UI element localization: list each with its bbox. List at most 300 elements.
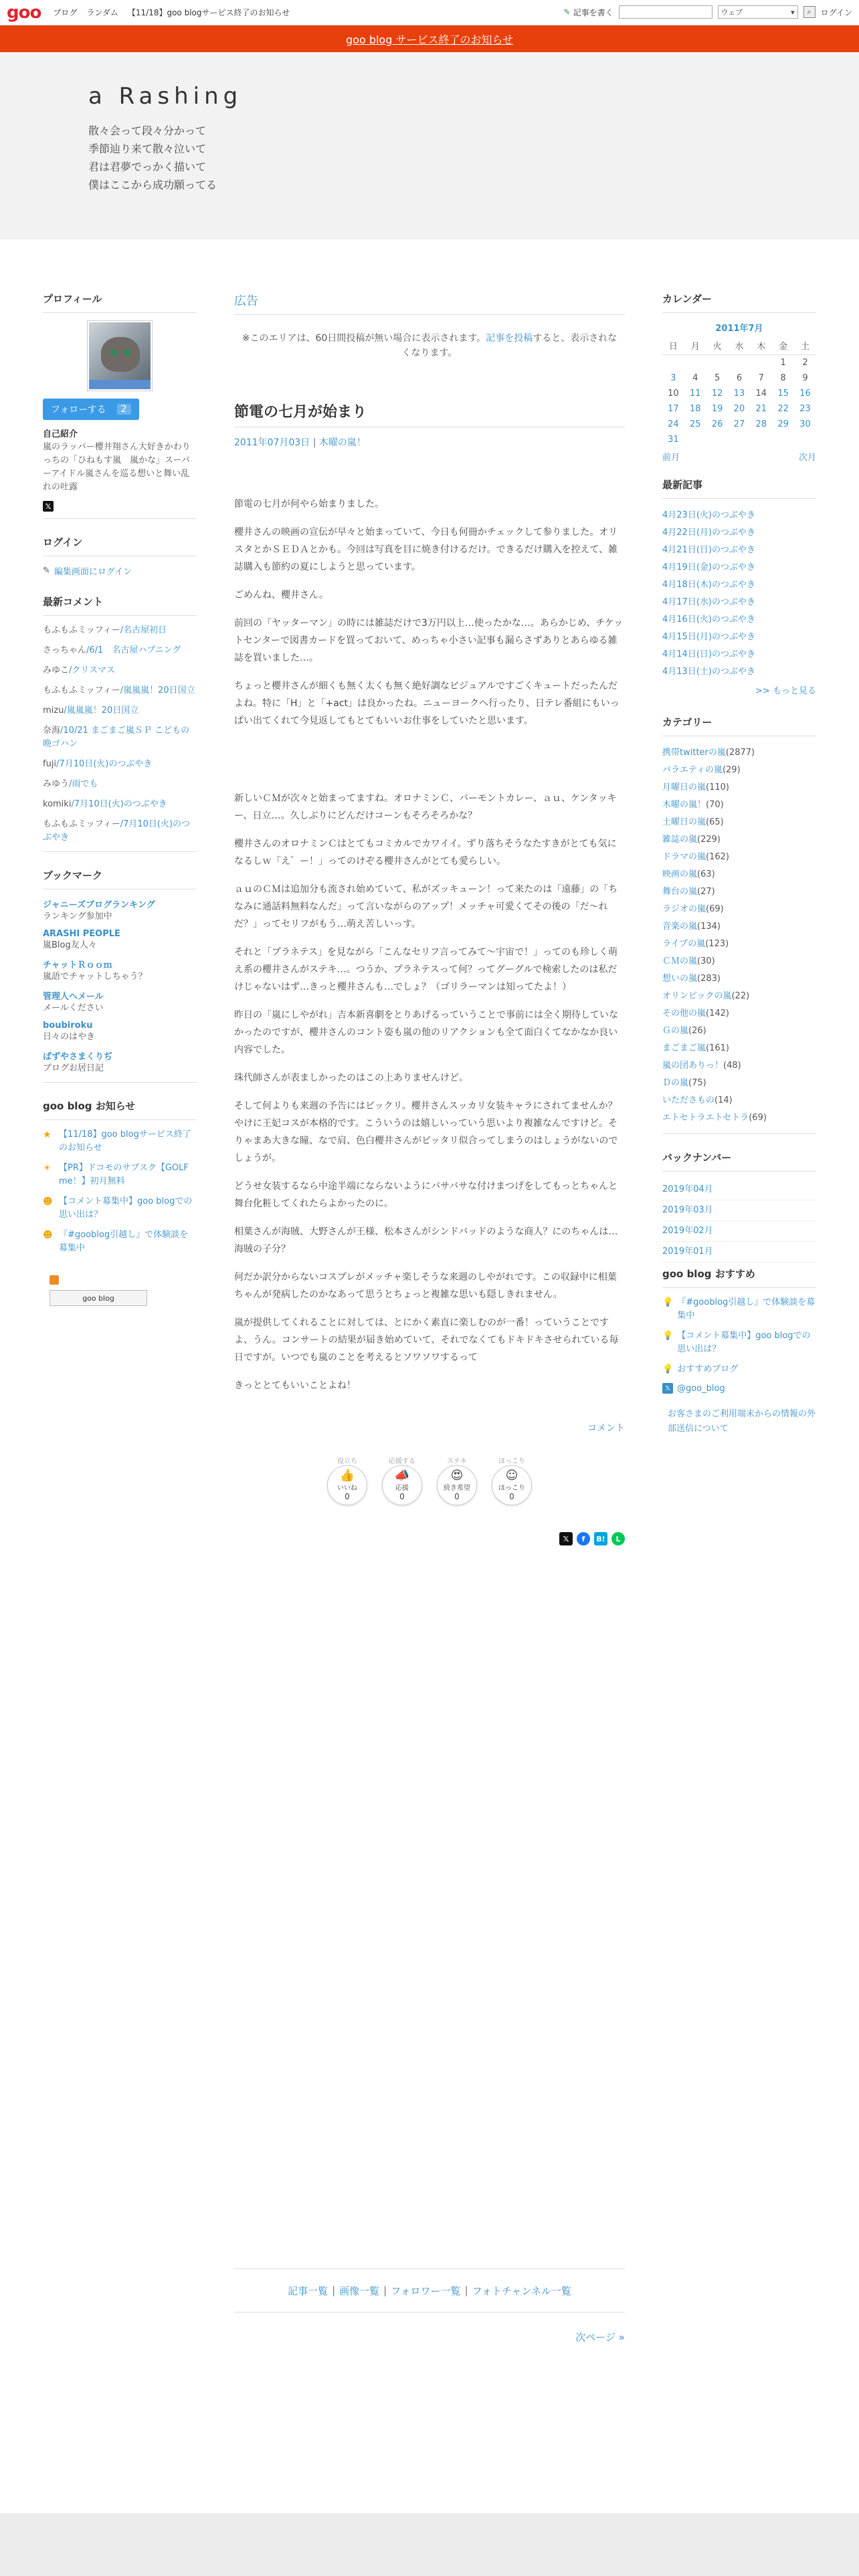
comment-item: [43, 818, 197, 845]
service-end-notice-link[interactable]: goo blog サービス終了のお知らせ: [346, 33, 513, 46]
category-name: ＣＭの嵐: [662, 956, 698, 966]
post-paragraph: 新しいＣＭが次々と始まってますね。オロナミンＣ、バーモントカレー、ａｕ、ケンタッキー、日立…。久しぶりにどんだけコーンもそろそろかな？: [234, 793, 617, 821]
write-article-link[interactable]: [564, 7, 613, 18]
calendar-day[interactable]: 28: [755, 419, 767, 429]
rss-icon[interactable]: [50, 1275, 59, 1285]
post-paragraph: 嵐が提供してくれることに対しては、とにかく素直に楽しむのが一番！っていうことですよ、うん。コンサートの結果が届き始めていて、それでなくてもドキドキさせられている毎日ですが。いつでも嵐のことを考えるとソワソワするって: [234, 1317, 619, 1363]
recommend-label: 『#gooblog引越し』で体験談を募集中: [677, 1297, 816, 1321]
category-item[interactable]: [662, 1109, 816, 1127]
comment-item: [43, 704, 197, 718]
comment-article-link[interactable]: /嵐嵐嵐！20日国立: [64, 706, 139, 716]
post-paragraph: ａｕのＣＭは追加分も流され始めていて、私がズッキューン！って来たのは「遠藤」の「ちなみに通話料無料なんだ」って言いながらのアップ！メッチャ可愛くてその後の「だ～れだ？」ってセリフがもう…萌え苦しいっす。: [234, 884, 618, 930]
goo-notice-item[interactable]: [43, 1228, 197, 1255]
post-article-link[interactable]: 記事を投稿: [486, 333, 533, 344]
calendar-empty-cell: [706, 432, 729, 447]
service-end-notice: [0, 25, 859, 52]
blog-description-line: 君は君夢でっかく描いて: [88, 160, 207, 173]
bookmark-link[interactable]: ARASHI PEOPLE: [43, 929, 120, 939]
write-article-label: 記事を書く: [573, 7, 613, 17]
bookmark-desc: 日々のはやき: [43, 1032, 96, 1042]
category-name: バラエティの嵐: [662, 765, 723, 775]
calendar-day[interactable]: 11: [689, 389, 701, 399]
calendar-day[interactable]: 18: [689, 404, 701, 414]
footer-link-photo-channels[interactable]: フォトチャンネル一覧: [472, 2284, 571, 2297]
post-paragraph: 珠代師さんが表ましかったのはこの上ありませんけど。: [234, 1073, 468, 1083]
pencil-icon: ✎: [43, 566, 50, 576]
comment-item: [43, 758, 197, 771]
bookmark-link[interactable]: チャットＲｏｏｍ: [43, 960, 112, 970]
goo-notice-label: 【コメント募集中】goo blogでの思い出は？: [59, 1196, 193, 1220]
backnumber-link[interactable]: 2019年01月: [662, 1242, 816, 1263]
follow-label: フォローする: [51, 405, 106, 415]
category-count: (283): [697, 974, 721, 984]
reaction-icon: 😍: [450, 1468, 464, 1483]
reaction-button[interactable]: [492, 1458, 532, 1505]
category-count: (161): [706, 1043, 729, 1053]
top-bar: [0, 0, 859, 25]
category-name: エトセトラエトセトラ: [662, 1113, 749, 1123]
x-icon: 𝕏: [662, 1383, 673, 1394]
post-body: [234, 496, 625, 1394]
calendar-empty-cell: [772, 432, 794, 447]
bookmark-desc: ブログお居日記: [43, 1063, 104, 1073]
bookmark-link[interactable]: boubiroku: [43, 1021, 93, 1031]
external-transmission-link[interactable]: お客さまのご利用端末からの情報の外部送信について: [668, 1409, 816, 1434]
post-meta: [234, 435, 625, 449]
comment-article-link[interactable]: /嵐嵐嵐！20日国立: [120, 685, 195, 695]
calendar-prev-link[interactable]: 前月: [662, 453, 680, 463]
comment-article-link[interactable]: /名古屋初日: [120, 625, 167, 635]
login-link[interactable]: ログイン: [820, 7, 852, 17]
comment-article-link[interactable]: /クリスマス: [69, 665, 115, 675]
reaction-count: 0: [399, 1491, 405, 1501]
reaction-button[interactable]: [327, 1458, 367, 1505]
comment-item: [43, 624, 197, 637]
post-paragraph: きっととてもいいことよね！: [234, 1380, 356, 1391]
category-name: ラジオの嵐: [662, 904, 706, 914]
backnumber-heading: バックナンバー: [662, 1150, 816, 1172]
recommend-label: 【コメント募集中】goo blogでの思い出は？: [677, 1331, 811, 1354]
comment-article-link[interactable]: /6/1 名古屋ハプニング: [86, 645, 181, 655]
self-intro-heading: 自己紹介: [43, 429, 78, 439]
reaction-button[interactable]: [437, 1458, 477, 1505]
calendar-day[interactable]: 15: [777, 389, 789, 399]
post-paragraph: 櫻井さんのオロナミンＣはとてもコミカルでカワイイ。ずり落ちそうなたすきがとても気になるしｗ「え゛ー！」ってのけぞる櫻井さんがとても愛らしい。: [234, 839, 617, 867]
category-list: [662, 744, 816, 1127]
calendar-day[interactable]: 29: [777, 419, 789, 429]
reaction-label: 応援: [395, 1484, 409, 1492]
category-count: (70): [706, 800, 724, 810]
calendar-next-link[interactable]: 次月: [798, 453, 816, 463]
comment-author: さっちゃん: [43, 645, 87, 655]
category-name: 嵐の団ありっ！: [662, 1061, 724, 1071]
recent-article-link[interactable]: 4月18日(木)のつぶやき: [662, 580, 755, 590]
comment-item: [43, 664, 197, 677]
calendar-weekday: 火: [706, 336, 729, 355]
search-scope-value: ウェブ: [721, 8, 743, 17]
goo-blog-badge-label: goo blog: [82, 1293, 114, 1303]
category-name: その他の嵐: [662, 1008, 706, 1018]
calendar-day: 1: [780, 358, 786, 368]
reaction-button[interactable]: [382, 1458, 422, 1505]
bookmark-desc: ランキング参加中: [43, 911, 112, 922]
bookmark-desc: メールください: [43, 1003, 104, 1013]
calendar-day[interactable]: 12: [711, 389, 723, 399]
calendar-weekday: 日: [662, 336, 684, 355]
recommend-heading: goo blog おすすめ: [662, 1267, 816, 1288]
post-paragraph: それと「プラネテス」を見ながら「こんなセリフ言ってみて～宇宙で！」ってのも珍しく萌え系の櫻井さんがステキ…。つうか、プラネテスって何？ってグーグルで検索したのは私だけじゃないはず…きっと櫻井さんも…でしょ？（ゴリラーマンは知ってたよ！）: [234, 947, 618, 992]
comment-article-link[interactable]: /7月10日(火)のつぶやき: [43, 819, 191, 843]
category-item[interactable]: [662, 762, 816, 779]
reaction-count: 0: [509, 1491, 514, 1501]
footer-separator: |: [464, 2284, 468, 2296]
calendar-day: 6: [736, 373, 743, 383]
category-item[interactable]: [662, 1040, 816, 1057]
follow-button[interactable]: [43, 399, 139, 420]
reaction-icon: 👍: [339, 1468, 355, 1483]
post-paragraph: どうせ女装するなら中途半端にならないようにバサバサな付けまつげをしてもっとちゃんと舞台化粧してくれたらよかったのに。: [234, 1181, 618, 1209]
category-item[interactable]: [662, 744, 816, 762]
more-articles-link[interactable]: >> もっと見る: [755, 686, 816, 696]
goo-notice-item[interactable]: [43, 1195, 197, 1222]
category-item[interactable]: [662, 831, 816, 849]
calendar-empty-cell: [662, 355, 684, 371]
hatena-share-icon[interactable]: B!: [594, 1532, 607, 1545]
goo-blog-x-label: @goo_blog: [677, 1383, 725, 1394]
bookmarks-heading: ブックマーク: [43, 868, 197, 889]
reaction-label: 続き希望: [444, 1484, 470, 1492]
goo-blog-badge[interactable]: [50, 1290, 147, 1306]
page-footer-bar: [0, 2513, 859, 2576]
category-name: 木曜の嵐！: [662, 800, 706, 810]
category-count: (26): [688, 1026, 706, 1036]
notice-icon: ☀: [43, 1163, 52, 1174]
recent-comments-heading: 最新コメント: [43, 595, 197, 616]
post-paragraph: ごめんね、櫻井さん。: [234, 590, 328, 601]
comment-article-link[interactable]: /10/21 まごまご嵐ＳＰ こどもの晩ゴハン: [43, 726, 190, 749]
calendar-empty-cell: [750, 355, 772, 371]
goo-notice-heading: goo blog お知らせ: [43, 1099, 197, 1120]
recommend-item[interactable]: [662, 1329, 816, 1356]
category-item[interactable]: [662, 866, 816, 883]
comment-item: [43, 684, 197, 697]
comment-item: [43, 724, 197, 751]
notice-icon: ★: [43, 1130, 52, 1140]
recommend-list: [662, 1296, 816, 1376]
login-heading: ログイン: [43, 535, 197, 556]
post-paragraph: 節電の七月が何やら始まりました。: [234, 499, 384, 510]
calendar-empty-cell: [684, 432, 706, 447]
comment-item: [43, 644, 197, 657]
category-count: (229): [697, 835, 721, 845]
lightbulb-icon: 💡: [662, 1364, 674, 1374]
reaction-buttons: [234, 1458, 625, 1505]
footer-separator: |: [383, 2284, 387, 2296]
post-paragraph: 相葉さんが海賊、大野さんが王様、松本さんがシンドバッドのような商人？にのちゃんは…海賊の子分？: [234, 1226, 618, 1255]
category-item[interactable]: [662, 814, 816, 831]
goo-notice-list: [43, 1128, 197, 1255]
category-item[interactable]: [662, 883, 816, 901]
calendar-heading: カレンダー: [662, 292, 816, 313]
pencil-icon: ✎: [563, 7, 571, 17]
calendar-empty-cell: [794, 432, 816, 447]
recent-article-link[interactable]: 4月16日(火)のつぶやき: [662, 615, 755, 625]
category-item[interactable]: [662, 918, 816, 936]
blog-description-line: 季節辿り来て散々泣いて: [88, 142, 207, 155]
calendar-table: [662, 336, 816, 447]
calendar-day[interactable]: 31: [668, 435, 679, 445]
blog-title[interactable]: a Rashing: [88, 83, 243, 110]
category-count: (110): [706, 782, 729, 792]
category-item[interactable]: [662, 901, 816, 918]
top-nav: [53, 7, 290, 18]
category-name: まごまご嵐: [662, 1043, 706, 1053]
category-item[interactable]: [662, 970, 816, 988]
backnumber-list[interactable]: [662, 1180, 816, 1257]
category-count: (63): [697, 869, 715, 879]
post-paragraph: 櫻井さんの映画の宣伝が早々と始まっていて、今日も何冊かチェックして参りました。オリスタとかＳＥＤＡとかも。今回は写真を目に焼き付けるだけ。できるだけ購入を控えて、雑誌購入も節約の夏にしようと思っています。: [234, 527, 618, 572]
calendar-day[interactable]: 16: [799, 389, 811, 399]
category-count: (134): [697, 922, 721, 932]
reaction-label: いいね: [337, 1484, 357, 1492]
notice-icon: ☻: [43, 1196, 53, 1207]
reaction-label: ほっこり: [498, 1484, 525, 1492]
editor-login-label: 編集画面にログイン: [54, 567, 132, 577]
category-item[interactable]: [662, 1057, 816, 1075]
comment-article-link[interactable]: /7月10日(火)のつぶやき: [71, 799, 167, 809]
top-right-tools: [564, 5, 852, 19]
calendar-weekday: 木: [750, 336, 772, 355]
goo-notice-label: 『#gooblog引越し』で体験談を募集中: [59, 1230, 189, 1253]
comment-article-link[interactable]: /雨でも: [69, 779, 98, 789]
post-category[interactable]: 木曜の嵐！: [318, 437, 366, 448]
calendar-day[interactable]: 25: [689, 419, 701, 429]
backnumber-link[interactable]: 2019年03月: [662, 1200, 816, 1221]
category-name: 音楽の嵐: [662, 922, 698, 932]
calendar-day[interactable]: 13: [733, 389, 745, 399]
bookmark-desc: 嵐Blog友人々: [43, 940, 97, 950]
category-item[interactable]: [662, 936, 816, 953]
notice-icon: ☻: [43, 1230, 53, 1241]
calendar-day[interactable]: 19: [711, 404, 723, 414]
comment-author: fuji: [43, 759, 57, 769]
category-item[interactable]: [662, 988, 816, 1005]
reaction-count: 0: [454, 1491, 460, 1501]
meta-separator: |: [312, 437, 319, 448]
share-buttons: [234, 1532, 625, 1545]
bookmark-desc: 嵐語でチャットしちゃう？: [43, 972, 147, 982]
recommend-item[interactable]: [662, 1296, 816, 1323]
ad-text-post: すると、表示されなくなります。: [401, 333, 617, 358]
recent-article-link[interactable]: 4月23日(火)のつぶやき: [662, 510, 755, 520]
category-count: (30): [697, 956, 715, 966]
goo-notice-item[interactable]: [43, 1128, 197, 1155]
recent-article-link[interactable]: 4月13日(土)のつぶやき: [662, 667, 755, 677]
x-share-icon[interactable]: 𝕏: [43, 501, 54, 512]
category-item[interactable]: [662, 1075, 816, 1092]
editor-login-link[interactable]: [43, 564, 197, 577]
calendar-weekday: 水: [729, 336, 751, 355]
top-nav-blog[interactable]: ブログ: [53, 8, 78, 17]
footer-links: [234, 2268, 625, 2313]
blog-description-line: 僕はここから成功願ってる: [88, 179, 217, 191]
recent-article-link[interactable]: 4月17日(水)のつぶやき: [662, 597, 755, 607]
next-page-link[interactable]: 次ページ »: [575, 2331, 625, 2343]
category-count: (48): [723, 1061, 741, 1071]
calendar-day[interactable]: 24: [668, 419, 679, 429]
top-nav-random[interactable]: ランダム: [86, 8, 118, 17]
calendar-day[interactable]: 21: [755, 404, 767, 414]
goo-notice-item[interactable]: [43, 1162, 197, 1188]
category-name: 土曜日の嵐: [662, 817, 706, 827]
search-scope-select[interactable]: [718, 5, 798, 19]
category-name: 携帯twitterの嵐: [662, 748, 726, 758]
comment-author: komiki: [43, 799, 72, 809]
calendar-empty-cell: [729, 355, 751, 371]
lightbulb-icon: 💡: [662, 1331, 674, 1341]
calendar-day: 8: [780, 373, 786, 383]
calendar-month[interactable]: 2011年7月: [715, 324, 763, 334]
footer-link-images[interactable]: 画像一覧: [339, 2284, 380, 2297]
search-input[interactable]: [619, 5, 712, 19]
calendar-day: 7: [758, 373, 764, 383]
reaction-icon: 📣: [394, 1468, 410, 1483]
category-name: Ｇの嵐: [662, 1026, 689, 1036]
category-name: Ｄの嵐: [662, 1078, 689, 1088]
bookmarks-list: [43, 897, 197, 1075]
comment-article-link[interactable]: /7月10日(火)のつぶやき: [56, 759, 153, 769]
post-paragraph: 前回の「ヤッターマン」の時には雑誌だけで3万円以上…使ったかな…。あらかじめ、チケットセンターで図書カードを買っておいて、めっちゃ小さい記事も漏らさずありとあらゆる雑誌を買いました…。: [234, 618, 624, 663]
category-count: (69): [706, 904, 724, 914]
line-share-icon[interactable]: L: [611, 1532, 625, 1545]
category-count: (22): [731, 991, 750, 1001]
calendar-day: 4: [692, 373, 698, 383]
goo-blog-x-link[interactable]: [662, 1383, 816, 1394]
calendar-weekday: 土: [794, 336, 816, 355]
main-content: [234, 292, 625, 1545]
category-name: 月曜日の嵐: [662, 782, 706, 792]
recent-article-link[interactable]: 4月21日(日)のつぶやき: [662, 545, 755, 555]
category-count: (69): [749, 1113, 767, 1123]
bookmark-link[interactable]: ジャニーズブログランキング: [43, 900, 155, 910]
category-count: (142): [706, 1008, 729, 1018]
comment-item: [43, 778, 197, 791]
calendar-empty-cell: [729, 432, 751, 447]
post-paragraph: ちょっと櫻井さんが細くも無く太くも無く絶好調なビジュアルですごくキュートだったんだよね。特に「H」と「+act」は良かったね。ニューヨークへ行ったり、日テレ番組にもいっぱい出てくれて今見返してもとてもいいお仕事をしていたと思います。: [234, 681, 619, 726]
calendar-day: 14: [755, 389, 767, 399]
recommend-item[interactable]: [662, 1363, 816, 1376]
category-count: (65): [706, 817, 724, 827]
reaction-count: 0: [345, 1491, 350, 1501]
goo-logo[interactable]: goo: [7, 2, 41, 23]
top-nav-service-end[interactable]: 【11/18】goo blogサービス終了のお知らせ: [127, 8, 290, 17]
post-date[interactable]: 2011年07月03日: [234, 437, 310, 448]
post-paragraph: 何だか訳分からないコスプレがメッチャ楽しそうな来週のしやがれです。この収録中に相葉ちゃんが発病したのかなあって思うとちょっと複雑な思いも隠しきれません。: [234, 1272, 617, 1300]
calendar-empty-cell: [750, 432, 772, 447]
recent-article-link[interactable]: 4月14日(日)のつぶやき: [662, 649, 755, 659]
comment-author: mizu: [43, 706, 64, 716]
bookmark-link[interactable]: ばずやさまくりぢ: [43, 1052, 113, 1062]
calendar-day[interactable]: 23: [799, 404, 811, 414]
comment-link[interactable]: コメント: [587, 1423, 625, 1434]
left-sidebar: [43, 292, 197, 1306]
footer-link-followers[interactable]: フォロワー一覧: [391, 2284, 461, 2297]
category-item[interactable]: [662, 779, 816, 796]
calendar-weekday: 金: [772, 336, 794, 355]
category-item[interactable]: [662, 953, 816, 970]
calendar-day[interactable]: 20: [733, 404, 745, 414]
calendar-empty-cell: [706, 355, 729, 371]
ad-notice-text: [234, 331, 625, 360]
goo-notice-label: 【11/18】goo blogサービス終了のお知らせ: [59, 1130, 191, 1153]
category-item[interactable]: [662, 1023, 816, 1040]
category-heading: カテゴリー: [662, 715, 816, 736]
backnumber-link[interactable]: 2019年04月: [662, 1180, 816, 1200]
calendar-weekday: 月: [684, 336, 706, 355]
calendar-day[interactable]: 3: [670, 373, 676, 383]
comment-item: [43, 798, 197, 811]
ad-heading: 広告: [234, 292, 625, 315]
footer-separator: |: [332, 2284, 336, 2296]
recommend-label: おすすめブログ: [677, 1364, 739, 1374]
calendar-day: 5: [714, 373, 721, 383]
comment-author: もふもふミッフィー: [43, 685, 120, 695]
category-count: (2877): [725, 748, 755, 758]
x-share-icon[interactable]: 𝕏: [559, 1532, 573, 1545]
search-icon: ⌕: [807, 7, 812, 16]
category-item[interactable]: [662, 849, 816, 866]
chevron-down-icon: ▾: [791, 7, 795, 17]
follow-count: 2: [117, 404, 131, 415]
category-item[interactable]: [662, 1092, 816, 1109]
bookmark-link[interactable]: 管理人へメール: [43, 992, 104, 1002]
category-item[interactable]: [662, 1005, 816, 1023]
category-name: ライブの嵐: [662, 939, 706, 949]
category-count: (27): [697, 887, 715, 897]
facebook-share-icon[interactable]: f: [577, 1532, 590, 1545]
calendar-day: 9: [802, 373, 808, 383]
calendar-day: 10: [668, 389, 679, 399]
post-paragraph: そして何よりも来週の予告にはビックリ。櫻井さんスッカリ女装キャラにされてませんか？やけに王妃コスが本格的です。こういうのは嬉しいっていう思いより複雑なんですけど。そりゃまあ大きな瞳、なで肩、色白櫻井さんがピッタリ似合ってしまうのはしょうがないのでしょうが。: [234, 1101, 618, 1164]
calendar-day[interactable]: 27: [733, 419, 745, 429]
recent-article-link[interactable]: 4月15日(月)のつぶやき: [662, 632, 755, 642]
reaction-caption: 役立ち: [337, 1458, 357, 1465]
footer-link-articles[interactable]: 記事一覧: [288, 2284, 328, 2297]
calendar-empty-cell: [684, 355, 706, 371]
reaction-caption: ほっこり: [498, 1458, 525, 1465]
category-name: 舞台の嵐: [662, 887, 698, 897]
search-button[interactable]: [803, 6, 816, 18]
calendar-nav: [662, 450, 816, 463]
calendar-day[interactable]: 26: [711, 419, 723, 429]
recent-article-link[interactable]: 4月22日(月)のつぶやき: [662, 528, 755, 538]
category-count: (14): [714, 1095, 733, 1105]
reaction-caption: 応援する: [389, 1458, 415, 1465]
comment-author: もふもふミッフィー: [43, 625, 120, 635]
avatar[interactable]: [88, 321, 152, 391]
comment-author: もふもふミッフィー: [43, 819, 120, 829]
category-name: ドラマの嵐: [662, 852, 706, 862]
calendar-day[interactable]: 17: [668, 404, 679, 414]
calendar-day[interactable]: 30: [799, 419, 811, 429]
post-title[interactable]: 節電の七月が始まり: [234, 401, 625, 427]
backnumber-link[interactable]: 2019年02月: [662, 1221, 816, 1242]
category-name: 映画の嵐: [662, 869, 698, 879]
recent-article-link[interactable]: 4月19日(金)のつぶやき: [662, 562, 755, 572]
category-item[interactable]: [662, 796, 816, 814]
goo-notice-label: 【PR】ドコモのサブスク【GOLF me！】初月無料: [59, 1163, 189, 1186]
calendar-day[interactable]: 22: [777, 404, 789, 414]
